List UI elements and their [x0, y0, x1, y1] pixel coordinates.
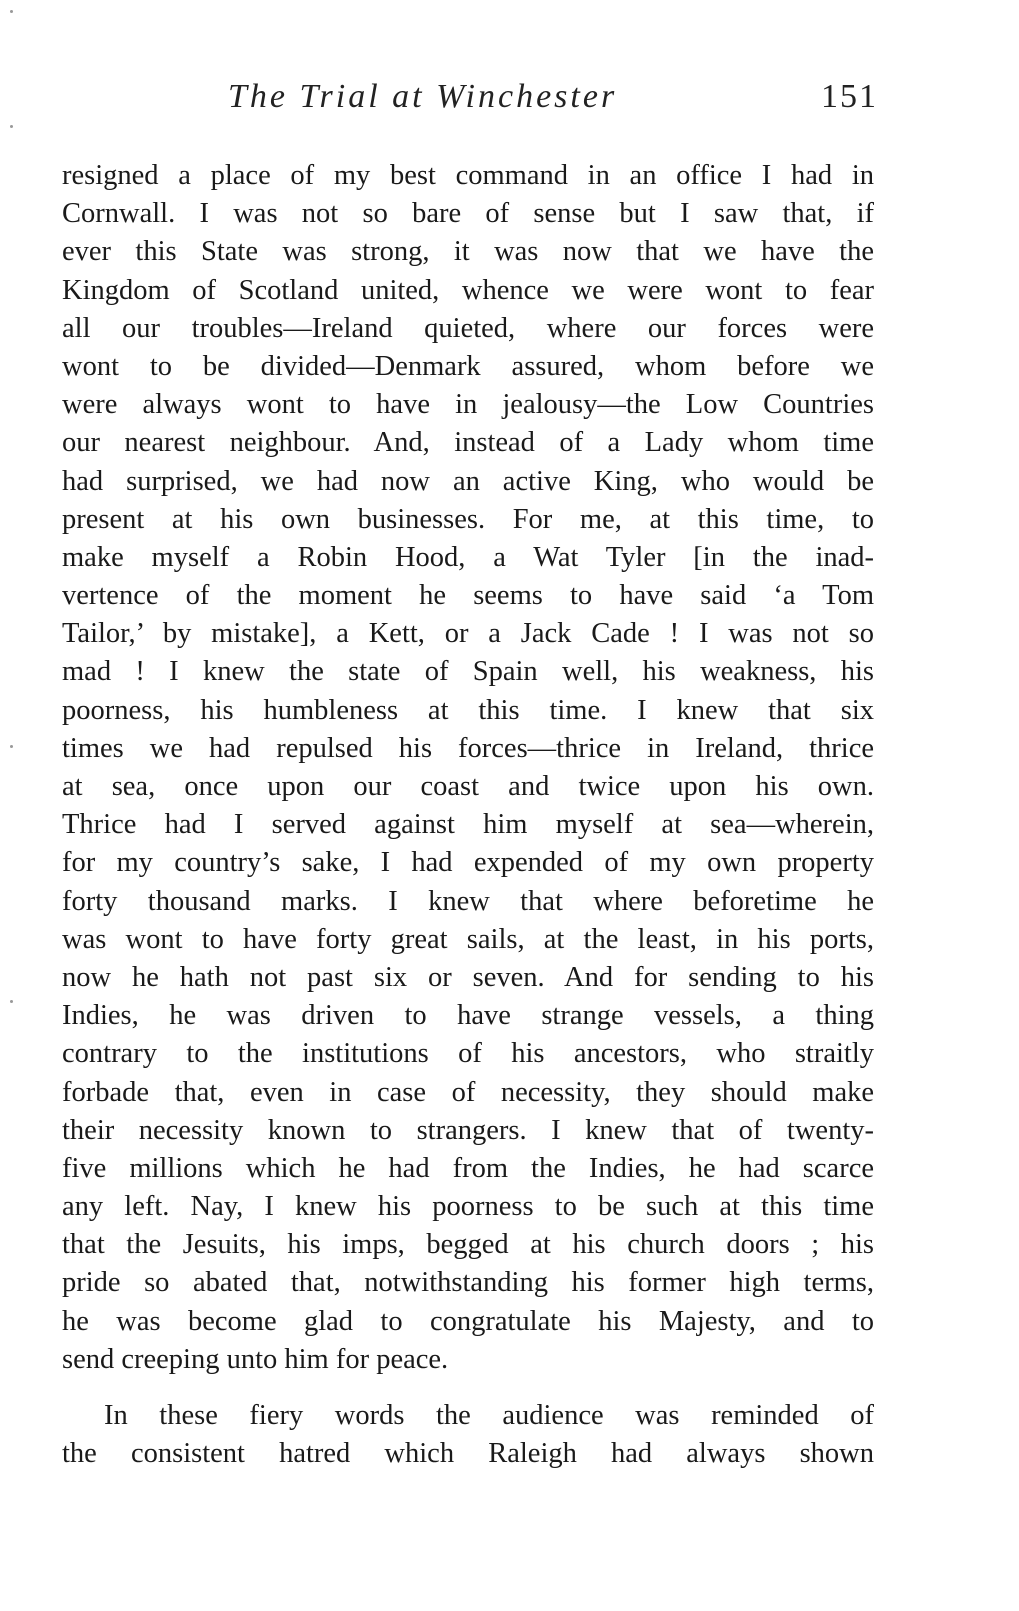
text-line: for my country’s sake, I had expended of my own property [62, 847, 874, 879]
text-line: present at his own businesses. For me, at this time, to [62, 503, 874, 535]
text-line: forty thousand marks. I knew that where beforetime he [62, 885, 874, 917]
text-line: resigned a place of my best command in an office I had in [62, 160, 874, 191]
margin-speck [10, 745, 13, 748]
text-line: all our troubles—Ireland quieted, where our forces were [62, 312, 874, 344]
text-line: had surprised, we had now an active King, who would be [62, 465, 874, 497]
text-line: at sea, once upon our coast and twice upon his own. [62, 771, 874, 802]
text-line: Kingdom of Scotland united, whence we were wont to fear [62, 274, 874, 306]
text-line: poorness, his humbleness at this time. I knew that six [62, 694, 874, 726]
text-line: any left. Nay, I knew his poorness to be such at this time [62, 1191, 874, 1223]
text-line: now he hath not past six or seven. And for sending to his [62, 961, 874, 993]
running-title: The Trial at Winchester [228, 78, 618, 115]
margin-speck [10, 1000, 13, 1003]
text-line: Indies, he was driven to have strange vessels, a thing [62, 1000, 874, 1032]
text-line: ever this State was strong, it was now that we have the [62, 236, 874, 268]
text-line: our nearest neighbour. And, instead of a Lady whom time [62, 427, 874, 459]
text-line: pride so abated that, notwithstanding his former high terms, [62, 1267, 874, 1299]
text-line: contrary to the institutions of his ancestors, who straitly [62, 1038, 874, 1070]
text-line: were always wont to have in jealousy—the Low Countries [62, 389, 874, 421]
page-number: 151 [821, 78, 878, 115]
text-line: wont to be divided—Denmark assured, whom before we [62, 350, 874, 382]
text-line: mad ! I knew the state of Spain well, his weakness, his [62, 656, 874, 688]
margin-speck [10, 10, 13, 13]
text-line: In these fiery words the audience was reminded of [104, 1400, 874, 1431]
text-line: five millions which he had from the Indies, he had scarce [62, 1152, 874, 1184]
paragraph-break [62, 1379, 874, 1397]
text-line: that the Jesuits, his imps, begged at his church doors ; his [62, 1229, 874, 1261]
body-text [62, 157, 874, 1473]
text-line: times we had repulsed his forces—thrice in Ireland, thrice [62, 732, 874, 764]
text-line: Tailor,’ by mistake], a Kett, or a Jack Cade ! I was not so [62, 618, 874, 650]
text-line: the consistent hatred which Raleigh had always shown [62, 1438, 874, 1470]
text-line: their necessity known to strangers. I knew that of twenty- [62, 1114, 874, 1146]
running-head [228, 78, 878, 128]
text-line: make myself a Robin Hood, a Wat Tyler [in the inad- [62, 541, 874, 573]
text-line: was wont to have forty great sails, at the least, in his ports, [62, 923, 874, 955]
text-line: vertence of the moment he seems to have said ‘a Tom [62, 580, 874, 612]
margin-speck [10, 125, 13, 128]
text-line: he was become glad to congratulate his Majesty, and to [62, 1305, 874, 1337]
text-line: send creeping unto him for peace. [62, 1343, 449, 1375]
text-line: forbade that, even in case of necessity, they should make [62, 1076, 874, 1108]
text-line: Thrice had I served against him myself at sea—wherein, [62, 809, 874, 841]
text-line: Cornwall. I was not so bare of sense but I saw that, if [62, 198, 874, 230]
